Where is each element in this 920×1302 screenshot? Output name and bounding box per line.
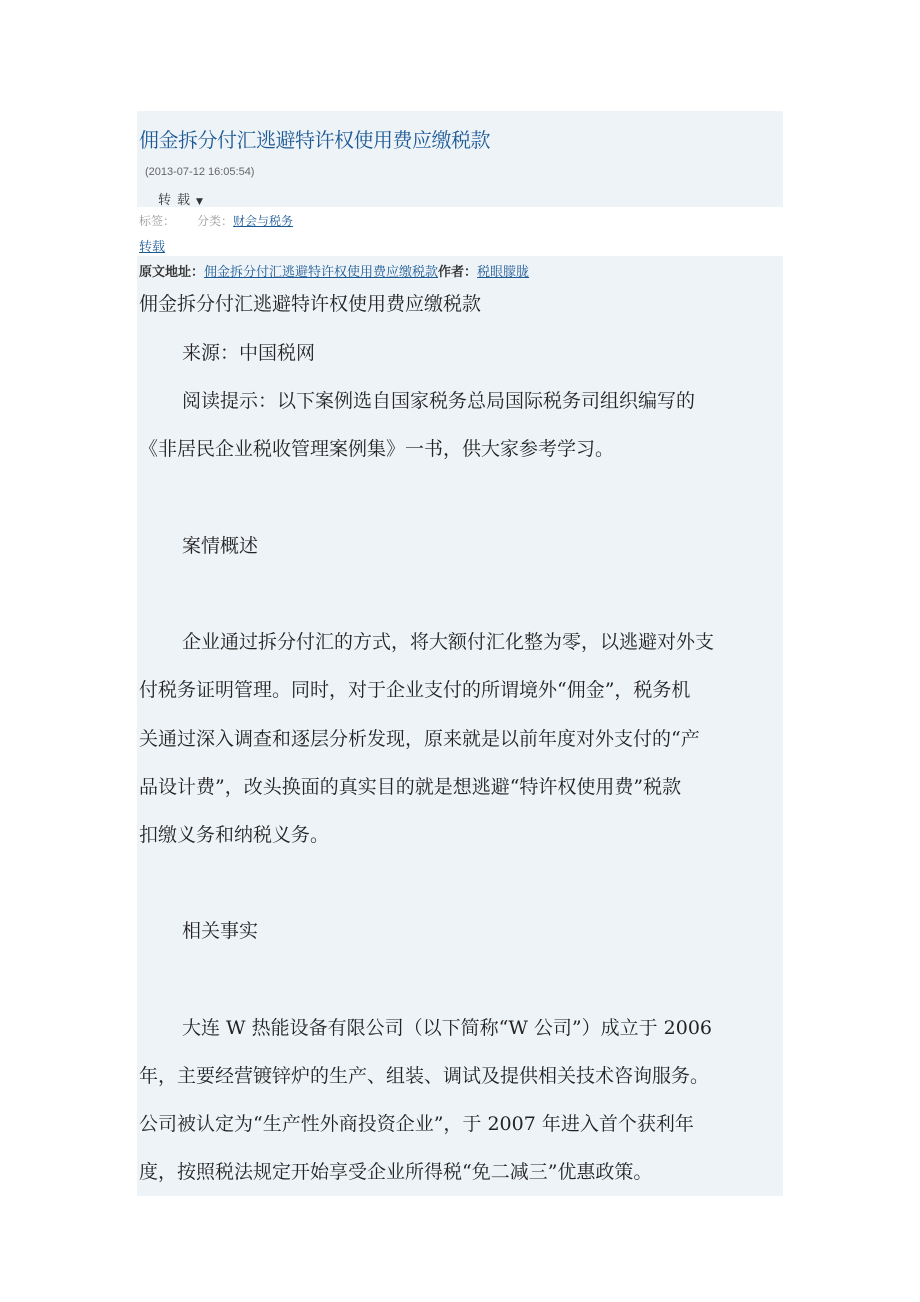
repost-menu-button[interactable] bbox=[158, 189, 203, 208]
category-link[interactable]: 财会与税务 bbox=[233, 214, 294, 228]
paragraph-line: 公司被认定为“生产性外商投资企业”，于 2007 年进入首个获利年 bbox=[139, 1113, 694, 1135]
origin-label: 原文地址： bbox=[139, 265, 205, 280]
post-meta bbox=[139, 212, 293, 229]
origin-info bbox=[139, 261, 529, 280]
category-label: 分类： bbox=[197, 214, 234, 228]
repost-menu-label: 转载 bbox=[158, 193, 197, 208]
post-title: 佣金拆分付汇逃避特许权使用费应缴税款 bbox=[139, 128, 490, 152]
paragraph-line: 《非居民企业税收管理案例集》一书，供大家参考学习。 bbox=[139, 438, 615, 460]
origin-article-link[interactable]: 佣金拆分付汇逃避特许权使用费应缴税款 bbox=[204, 265, 439, 280]
paragraph-line: 付税务证明管理。同时，对于企业支付的所谓境外“佣金”，税务机 bbox=[139, 679, 691, 701]
section-heading: 案情概述 bbox=[182, 535, 259, 557]
paragraph-line: 阅读提示：以下案例选自国家税务总局国际税务司组织编写的 bbox=[182, 390, 696, 412]
paragraph-line: 扣缴义务和纳税义务。 bbox=[139, 824, 330, 846]
paragraph-line: 来源：中国税网 bbox=[182, 342, 316, 364]
paragraph-line: 企业通过拆分付汇的方式，将大额付汇化整为零，以逃避对外支 bbox=[182, 631, 715, 653]
author-label: 作者： bbox=[438, 265, 478, 280]
paragraph-line: 年，主要经营镀锌炉的生产、组装、调试及提供相关技术咨询服务。 bbox=[139, 1065, 710, 1087]
tags-label: 标签： bbox=[139, 214, 176, 228]
paragraph-line: 关通过深入调查和逐层分析发现，原来就是以前年度对外支付的“产 bbox=[139, 728, 700, 750]
dropdown-arrow-icon: ▼ bbox=[196, 197, 203, 207]
repost-link[interactable]: 转载 bbox=[139, 240, 166, 255]
paragraph-line: 大连 W 热能设备有限公司（以下简称“W 公司”）成立于 2006 bbox=[182, 1017, 712, 1039]
section-heading: 相关事实 bbox=[182, 920, 259, 942]
paragraph-line: 品设计费”，改头换面的真实目的就是想逃避“特许权使用费”税款 bbox=[139, 776, 682, 798]
author-link[interactable]: 税眼朦胧 bbox=[477, 265, 530, 280]
paragraph-line: 度，按照税法规定开始享受企业所得税“免二减三”优惠政策。 bbox=[139, 1161, 653, 1183]
post-timestamp: (2013-07-12 16:05:54) bbox=[145, 166, 255, 178]
article-heading: 佣金拆分付汇逃避特许权使用费应缴税款 bbox=[139, 293, 482, 315]
